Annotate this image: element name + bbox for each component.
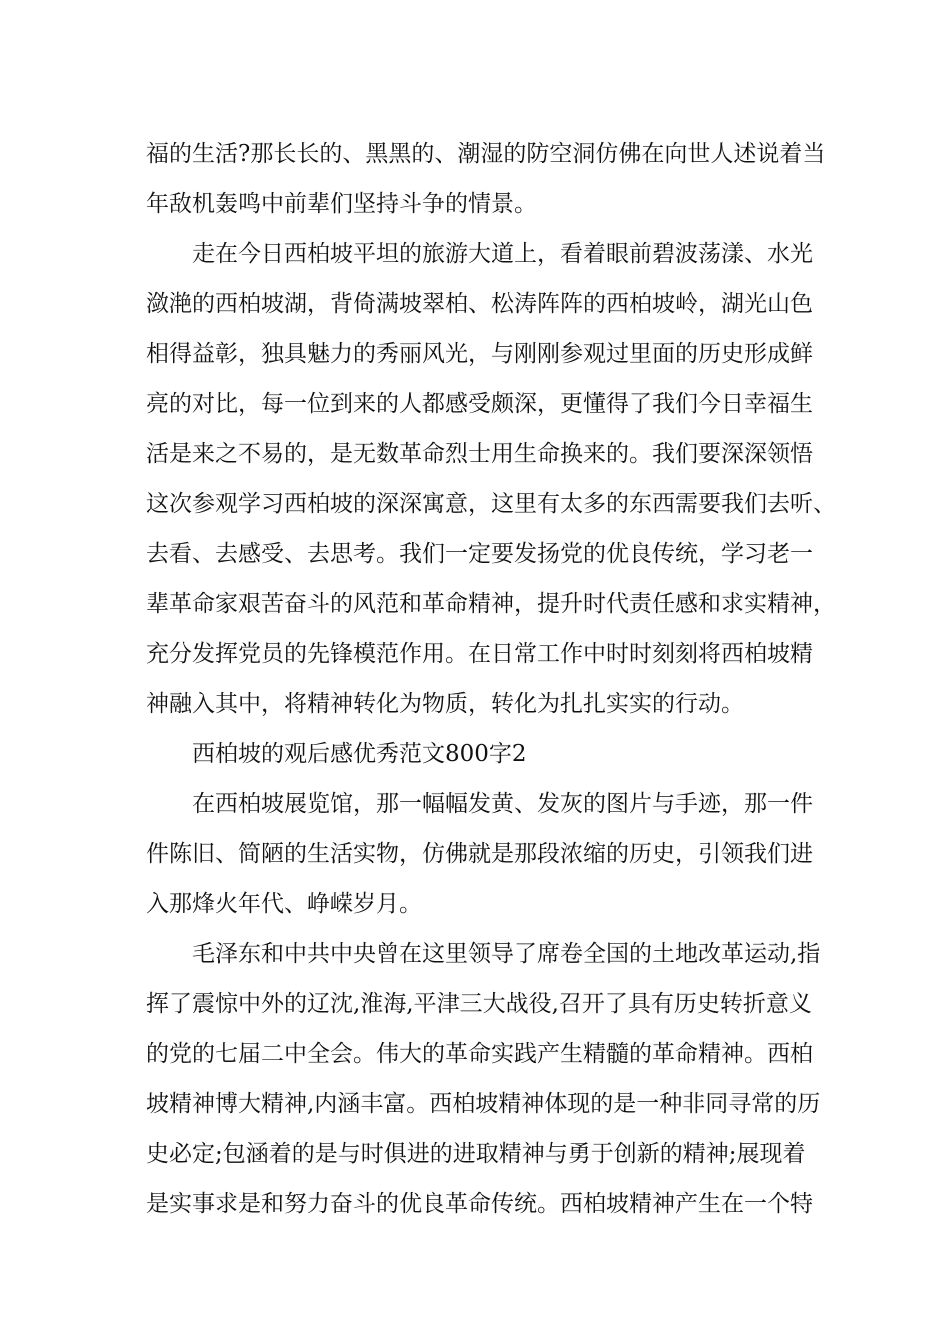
text-line: 活是来之不易的，是无数革命烈士用生命换来的。我们要深深领悟 xyxy=(146,441,813,467)
text-line: 辈革命家艰苦奋斗的风范和革命精神，提升时代责任感和求实精神， xyxy=(146,591,836,617)
text-line: 入那烽火年代、峥嵘岁月。 xyxy=(146,891,422,917)
text-line: 件陈旧、简陋的生活实物，仿佛就是那段浓缩的历史，引领我们进 xyxy=(146,841,813,867)
text-line: 去看、去感受、去思考。我们一定要发扬党的优良传统，学习老一 xyxy=(146,541,813,567)
text-line: 神融入其中，将精神转化为物质，转化为扎扎实实的行动。 xyxy=(146,691,744,717)
text-line: 充分发挥党员的先锋模范作用。在日常工作中时时刻刻将西柏坡精 xyxy=(146,641,813,667)
paragraph-first-line: 走在今日西柏坡平坦的旅游大道上，看着眼前碧波荡漾、水光 xyxy=(192,241,813,267)
text-line: 年敌机轰鸣中前辈们坚持斗争的情景。 xyxy=(146,191,537,217)
text-line: 相得益彰，独具魅力的秀丽风光，与刚刚参观过里面的历史形成鲜 xyxy=(146,341,813,367)
text-line: 坡精神博大精神,内涵丰富。西柏坡精神体现的是一种非同寻常的历 xyxy=(146,1091,821,1117)
text-line: 的党的七届二中全会。伟大的革命实践产生精髓的革命精神。西柏 xyxy=(146,1041,813,1067)
text-line: 是实事求是和努力奋斗的优良革命传统。西柏坡精神产生在一个特 xyxy=(146,1191,813,1217)
paragraph-first-line: 在西柏坡展览馆，那一幅幅发黄、发灰的图片与手迹，那一件 xyxy=(192,791,813,817)
text-line: 史必定;包涵着的是与时俱进的进取精神与勇于创新的精神;展现着 xyxy=(146,1141,806,1167)
paragraph-first-line: 毛泽东和中共中央曾在这里领导了席卷全国的土地改革运动,指 xyxy=(192,941,821,967)
section-heading: 西柏坡的观后感优秀范文800字2 xyxy=(192,741,527,767)
text-line: 亮的对比，每一位到来的人都感受颇深，更懂得了我们今日幸福生 xyxy=(146,391,813,417)
text-line: 潋滟的西柏坡湖，背倚满坡翠柏、松涛阵阵的西柏坡岭，湖光山色 xyxy=(146,291,813,317)
text-line: 这次参观学习西柏坡的深深寓意，这里有太多的东西需要我们去听、 xyxy=(146,491,836,517)
text-line: 挥了震惊中外的辽沈,淮海,平津三大战役,召开了具有历史转折意义 xyxy=(146,991,812,1017)
text-line: 福的生活?那长长的、黑黑的、潮湿的防空洞仿佛在向世人述说着当 xyxy=(146,141,826,167)
